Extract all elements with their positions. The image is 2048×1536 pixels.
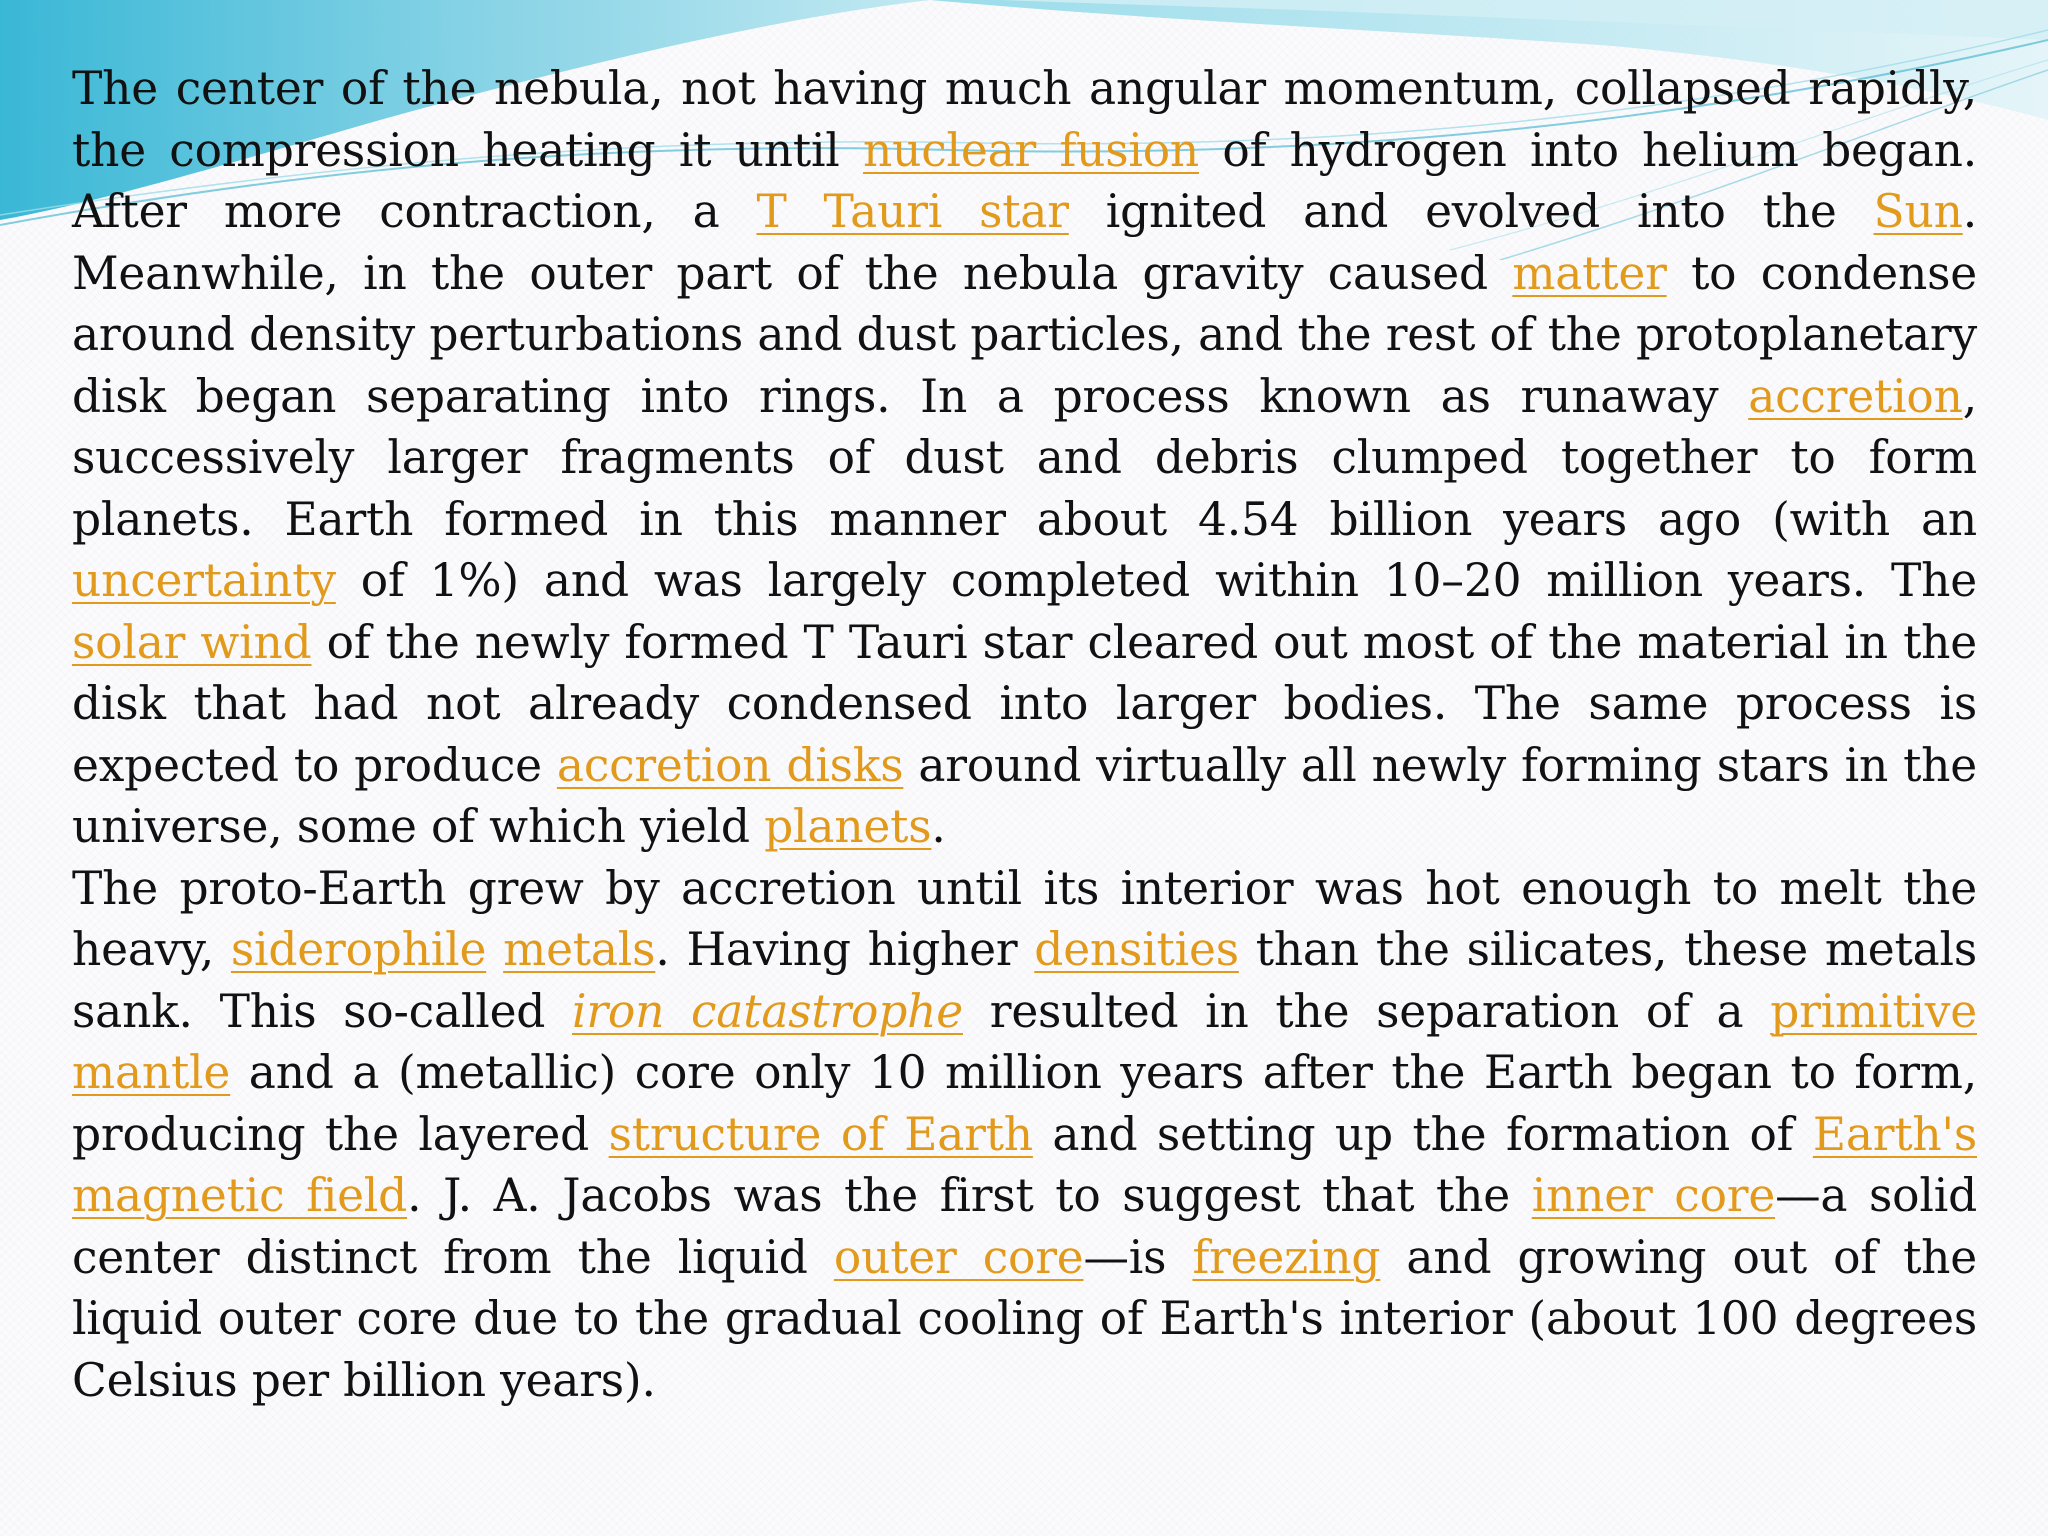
text-run: The proto-Earth grew by accretion until its interior was hot enough to melt the heavy,	[72, 861, 1977, 976]
text-run: The center of the nebula, not having much angular momentum, collapsed rapidly, the compression heating it until	[72, 62, 1977, 177]
link-siderophile[interactable]: siderophile	[230, 923, 487, 976]
paragraph-2	[72, 858, 1977, 1412]
link-planets[interactable]: planets	[764, 800, 932, 853]
paragraph-1	[72, 58, 1977, 858]
text-run: . Meanwhile, in the outer part of the nebula gravity caused	[72, 185, 1977, 300]
text-run: of 1%) and was largely completed within 10–20 million years. The	[335, 554, 1977, 607]
article-body	[72, 58, 1977, 1411]
text-run: of the newly formed T Tauri star cleared out most of the material in the disk that had not already condensed into larger bodies. The same process is expected to produce	[72, 615, 1977, 792]
link-t-tauri-star[interactable]: T Tauri star	[756, 185, 1069, 238]
link-structure-of-earth[interactable]: structure of Earth	[608, 1107, 1033, 1161]
text-run	[486, 923, 503, 976]
link-solar-wind[interactable]: solar wind	[72, 615, 312, 669]
link-iron-catastrophe[interactable]: iron catastrophe	[572, 984, 963, 1038]
text-run: than the silicates, these metals sank. This so-called	[72, 923, 1978, 1038]
text-run: —is	[1083, 1230, 1193, 1284]
text-run: .	[931, 800, 946, 853]
text-run: of hydrogen into helium began. After more contraction, a	[72, 123, 1977, 238]
text-run: ignited and evolved into the	[1068, 185, 1874, 238]
text-run: and a (metallic) core only 10 million years after the Earth began to form, producing the layered	[72, 1046, 1977, 1161]
link-uncertainty[interactable]: uncertainty	[72, 554, 336, 607]
text-run: —a solid center distinct from the liquid	[72, 1169, 1978, 1284]
link-accretion[interactable]: accretion	[1748, 369, 1963, 423]
link-inner-core[interactable]: inner core	[1531, 1169, 1776, 1222]
link-sun[interactable]: Sun	[1873, 185, 1963, 238]
text-run: resulted in the separation of a	[962, 984, 1771, 1038]
link-densities[interactable]: densities	[1034, 923, 1239, 976]
link-matter[interactable]: matter	[1512, 246, 1667, 300]
link-primitive-mantle[interactable]: primitive mantle	[72, 984, 1977, 1099]
link-accretion-disks[interactable]: accretion disks	[556, 738, 904, 792]
link-nuclear-fusion[interactable]: nuclear fusion	[863, 123, 1200, 177]
link-freezing[interactable]: freezing	[1192, 1230, 1381, 1284]
text-run: . J. A. Jacobs was the first to suggest that the	[407, 1169, 1532, 1222]
text-run: to condense around density perturbations and dust particles, and the rest of the protoplanetary disk began separating into rings. In a process known as runaway	[72, 246, 1977, 423]
link-outer-core[interactable]: outer core	[833, 1230, 1084, 1284]
text-run: . Having higher	[655, 923, 1035, 976]
text-run: , successively larger fragments of dust and debris clumped together to form planets. Earth formed in this manner about 4.54 billion years ago (with an	[72, 369, 1977, 546]
text-run: and setting up the formation of	[1032, 1107, 1813, 1161]
text-run: around virtually all newly forming stars in the universe, some of which yield	[72, 738, 1977, 853]
text-run: and growing out of the liquid outer core due to the gradual cooling of Earth's interior (about 100 degrees Celsius per billion years).	[72, 1230, 1977, 1407]
link-earth-s-magnetic-field[interactable]: Earth's magnetic field	[72, 1107, 1977, 1222]
link-metals[interactable]: metals	[503, 923, 656, 976]
